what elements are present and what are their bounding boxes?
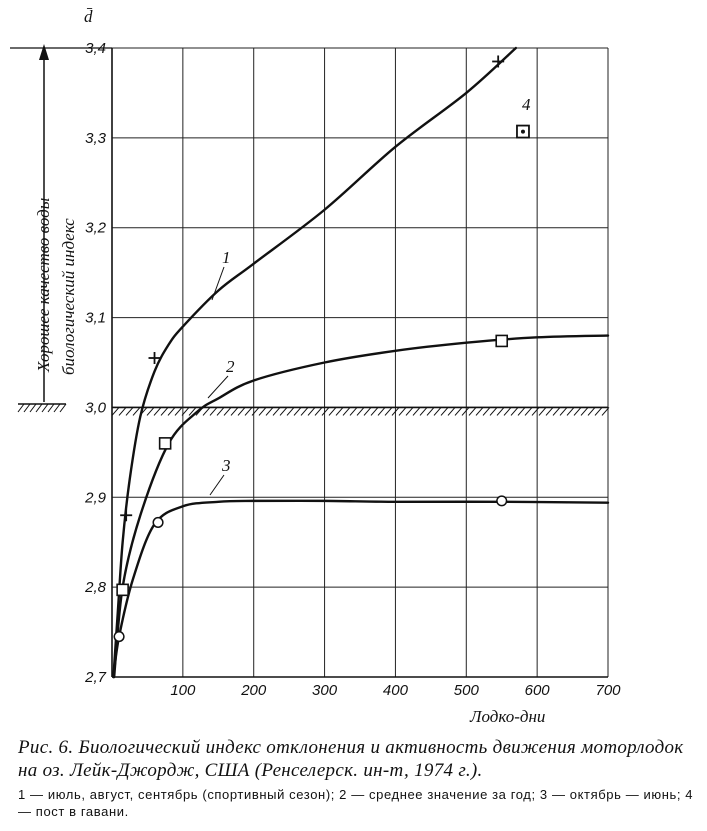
series-2-point (160, 438, 171, 449)
threshold-hatch (490, 407, 497, 415)
x-axis-title: Лодко-дни (470, 707, 546, 726)
series-4-point (517, 126, 529, 138)
threshold-hatch (154, 407, 161, 415)
threshold-line (112, 407, 609, 415)
threshold-hatch (574, 407, 581, 415)
threshold-hatch (112, 407, 119, 415)
threshold-hatch (504, 407, 511, 415)
threshold-hatch (448, 407, 455, 415)
threshold-hatch (343, 407, 350, 415)
x-tick-label: 500 (453, 682, 479, 699)
threshold-hatch (315, 407, 322, 415)
y-axis-title: d̄ (84, 7, 93, 26)
threshold-hatch (273, 407, 280, 415)
series-2-line (114, 336, 608, 677)
series-3-label: 3 (222, 456, 231, 475)
figure-legend: 1 — июль, август, сентябрь (спортивный сезон); 2 — среднее значение за год; 3 — октябрь — июнь; 4 — пост в гавани. (18, 787, 694, 819)
x-tick-labels (170, 682, 621, 699)
series-3-point (153, 518, 163, 528)
threshold-hatch (245, 407, 252, 415)
threshold-hatch (119, 407, 126, 415)
ground-hatch-stroke (60, 404, 66, 412)
threshold-hatch (588, 407, 595, 415)
threshold-hatch (238, 407, 245, 415)
ground-hatch-stroke (54, 404, 60, 412)
series-2-label: 2 (226, 357, 235, 376)
x-tick-label: 300 (312, 682, 338, 699)
threshold-hatch (434, 407, 441, 415)
series-1-point (492, 55, 504, 67)
threshold-hatch (147, 407, 154, 415)
threshold-hatch (476, 407, 483, 415)
y-tick-labels (84, 40, 107, 686)
threshold-hatch (483, 407, 490, 415)
threshold-hatch (308, 407, 315, 415)
threshold-hatch (210, 407, 217, 415)
threshold-hatch (287, 407, 294, 415)
x-tick-label: 700 (595, 682, 621, 699)
threshold-hatch (280, 407, 287, 415)
threshold-hatch (203, 407, 210, 415)
series-3-point (114, 632, 124, 642)
threshold-hatch (133, 407, 140, 415)
y-tick-label: 3,2 (85, 219, 106, 237)
ground-hatch-stroke (30, 404, 36, 412)
ground-hatch-stroke (18, 404, 24, 412)
threshold-hatch (427, 407, 434, 415)
threshold-hatch (581, 407, 588, 415)
threshold-hatch (168, 407, 175, 415)
y-tick-label: 2,9 (85, 489, 106, 507)
threshold-hatch (294, 407, 301, 415)
threshold-hatch (511, 407, 518, 415)
figure-caption: Рис. 6. Биологический индекс отклонения и активность движения моторлодок на оз. Лейк-Джордж, США (Ренселерск. ин-т, 1974 г.). (18, 737, 684, 781)
threshold-hatch (322, 407, 329, 415)
ground-hatch-stroke (36, 404, 42, 412)
ground-hatch-stroke (24, 404, 30, 412)
threshold-hatch (567, 407, 574, 415)
series-3-leader (210, 475, 224, 495)
series-1-label: 1 (222, 248, 231, 267)
threshold-hatch (217, 407, 224, 415)
threshold-hatch (420, 407, 427, 415)
threshold-hatch (406, 407, 413, 415)
threshold-hatch (385, 407, 392, 415)
side-label-outer: Хорошее качество воды (34, 197, 53, 372)
y-tick-label: 3,1 (85, 309, 106, 327)
threshold-hatch (371, 407, 378, 415)
threshold-hatch (336, 407, 343, 415)
threshold-hatch (469, 407, 476, 415)
threshold-hatch (175, 407, 182, 415)
threshold-hatch (329, 407, 336, 415)
threshold-hatch (518, 407, 525, 415)
x-tick-label: 400 (382, 682, 408, 699)
side-label-inner: биологический индекс (59, 218, 78, 375)
threshold-hatch (301, 407, 308, 415)
threshold-hatch (252, 407, 259, 415)
y-tick-label: 2,7 (85, 669, 106, 686)
x-tick-label: 200 (241, 682, 267, 699)
threshold-hatch (546, 407, 553, 415)
x-tick-label: 600 (524, 682, 550, 699)
series-3-point (497, 496, 507, 506)
threshold-hatch (595, 407, 602, 415)
series-3-line (113, 501, 608, 677)
series-2-point (496, 335, 507, 346)
ground-hatch-stroke (42, 404, 48, 412)
series-1-line (113, 48, 515, 677)
threshold-hatch (532, 407, 539, 415)
threshold-hatch (455, 407, 462, 415)
threshold-hatch (266, 407, 273, 415)
threshold-hatch (224, 407, 231, 415)
axes (112, 48, 608, 677)
threshold-hatch (441, 407, 448, 415)
threshold-hatch (231, 407, 238, 415)
series-1-point (120, 509, 132, 521)
threshold-hatch (259, 407, 266, 415)
threshold-hatch (399, 407, 406, 415)
threshold-hatch (378, 407, 385, 415)
series-curves (113, 48, 608, 677)
dotted-square-dot (521, 130, 525, 134)
series-4-label: 4 (522, 95, 531, 114)
threshold-hatch (553, 407, 560, 415)
series-2-point (117, 584, 128, 595)
threshold-hatch (357, 407, 364, 415)
grid (112, 48, 608, 677)
x-tick-label: 100 (170, 682, 196, 699)
series-1-leader (212, 267, 224, 300)
threshold-hatch (413, 407, 420, 415)
threshold-hatch (497, 407, 504, 415)
threshold-hatch (126, 407, 133, 415)
threshold-hatch (525, 407, 532, 415)
threshold-hatch (462, 407, 469, 415)
threshold-hatch (539, 407, 546, 415)
y-tick-label: 3,4 (85, 40, 106, 57)
threshold-hatch (350, 407, 357, 415)
threshold-hatch (560, 407, 567, 415)
threshold-hatch (161, 407, 168, 415)
y-tick-label: 2,8 (85, 579, 106, 597)
series-labels (208, 95, 531, 495)
ground-hatch-stroke (48, 404, 54, 412)
threshold-hatch (364, 407, 371, 415)
y-tick-label: 3,3 (85, 129, 106, 147)
y-tick-label: 3,0 (85, 399, 106, 417)
